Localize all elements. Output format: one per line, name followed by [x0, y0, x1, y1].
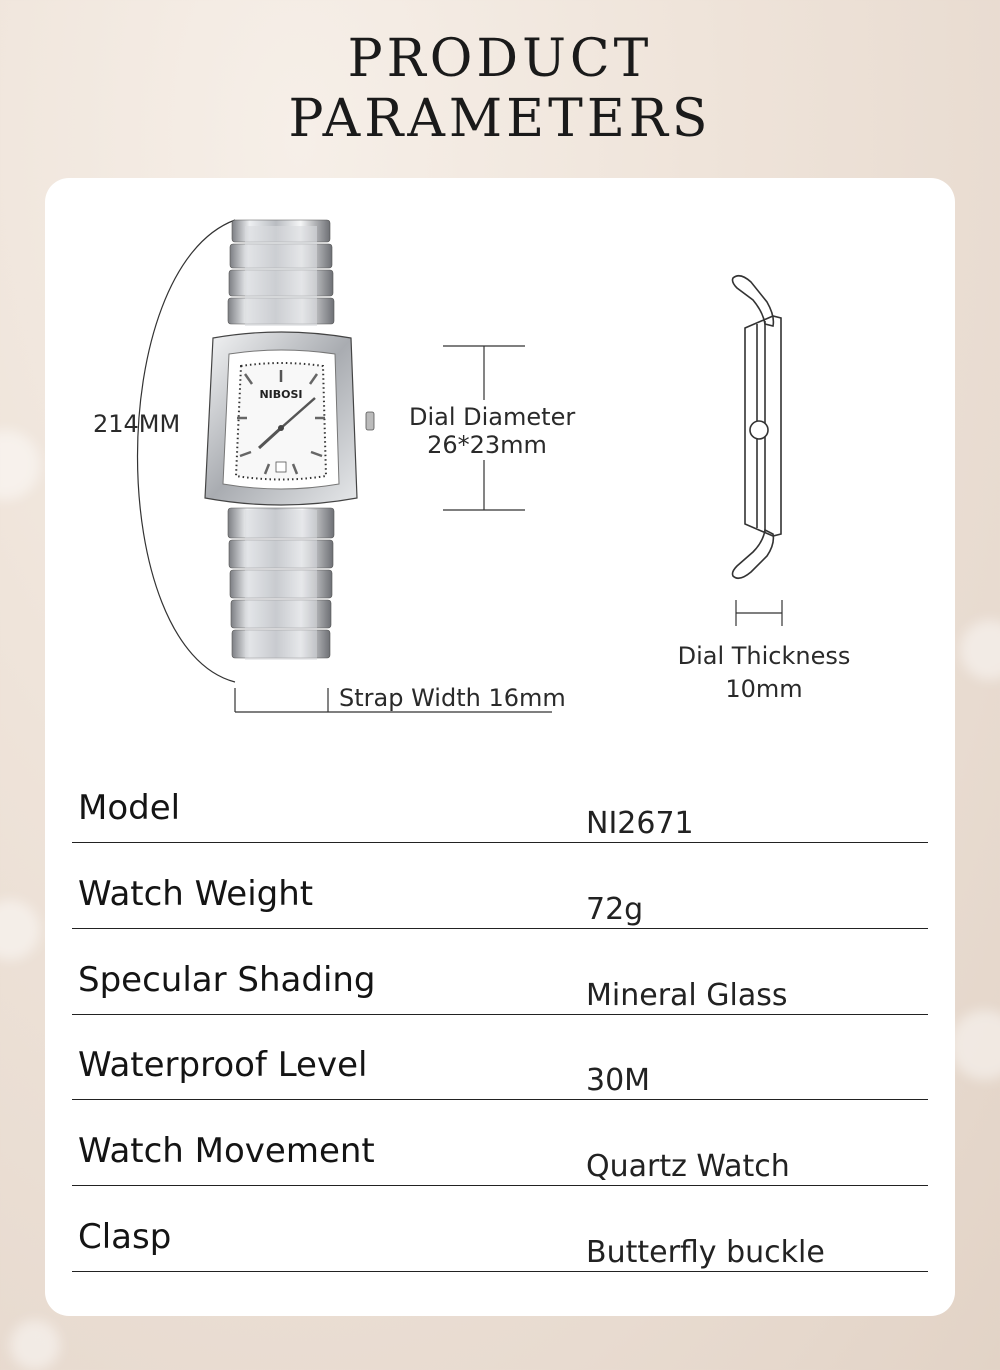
spec-value: NI2671	[586, 806, 694, 841]
bracelet-bottom	[228, 508, 334, 660]
spec-value: 72g	[586, 892, 644, 927]
spec-row-glass	[72, 928, 928, 1015]
spec-key: Watch Weight	[78, 874, 314, 914]
dial-diameter-label	[409, 403, 576, 459]
spec-key: Specular Shading	[78, 960, 376, 1000]
bokeh-light	[960, 620, 1000, 680]
watch-side-profile	[733, 276, 782, 579]
dial-thickness-bracket	[736, 600, 782, 626]
dial-diameter-title: Dial Diameter	[409, 403, 576, 431]
spec-value: 30M	[586, 1063, 651, 1098]
spec-value: Quartz Watch	[586, 1149, 790, 1184]
page-title-line2: PARAMETERS	[288, 89, 712, 149]
brand-logo: NIBOSI	[259, 388, 303, 401]
dial-thickness-label	[677, 640, 851, 706]
spec-value: Mineral Glass	[586, 978, 788, 1013]
dimension-diagram	[45, 178, 955, 738]
watch-case	[205, 332, 374, 505]
spec-row-clasp	[72, 1185, 928, 1272]
bokeh-light	[10, 1320, 60, 1370]
length-label: 214MM	[93, 410, 181, 438]
bokeh-light	[0, 900, 40, 960]
dial-diameter-value: 26*23mm	[427, 431, 547, 459]
bokeh-light	[0, 430, 40, 500]
spec-value: Butterfly buckle	[586, 1235, 825, 1270]
spec-row-waterproof	[72, 1013, 928, 1100]
spec-key: Model	[78, 788, 181, 828]
bokeh-light	[950, 1010, 1000, 1080]
bracelet-top	[228, 220, 334, 326]
spec-key: Waterproof Level	[78, 1045, 368, 1085]
parameters-card	[45, 178, 955, 1316]
strap-width-label: Strap Width 16mm	[339, 684, 566, 712]
spec-row-weight	[72, 842, 928, 929]
spec-key: Watch Movement	[78, 1131, 375, 1171]
dial-thickness-title: Dial Thickness	[677, 642, 851, 670]
spec-key: Clasp	[78, 1217, 172, 1257]
dial-thickness-value: 10mm	[725, 675, 803, 703]
spec-row-model	[72, 756, 928, 843]
page-title-line1: PRODUCT	[347, 29, 653, 89]
spec-row-movement	[72, 1099, 928, 1186]
